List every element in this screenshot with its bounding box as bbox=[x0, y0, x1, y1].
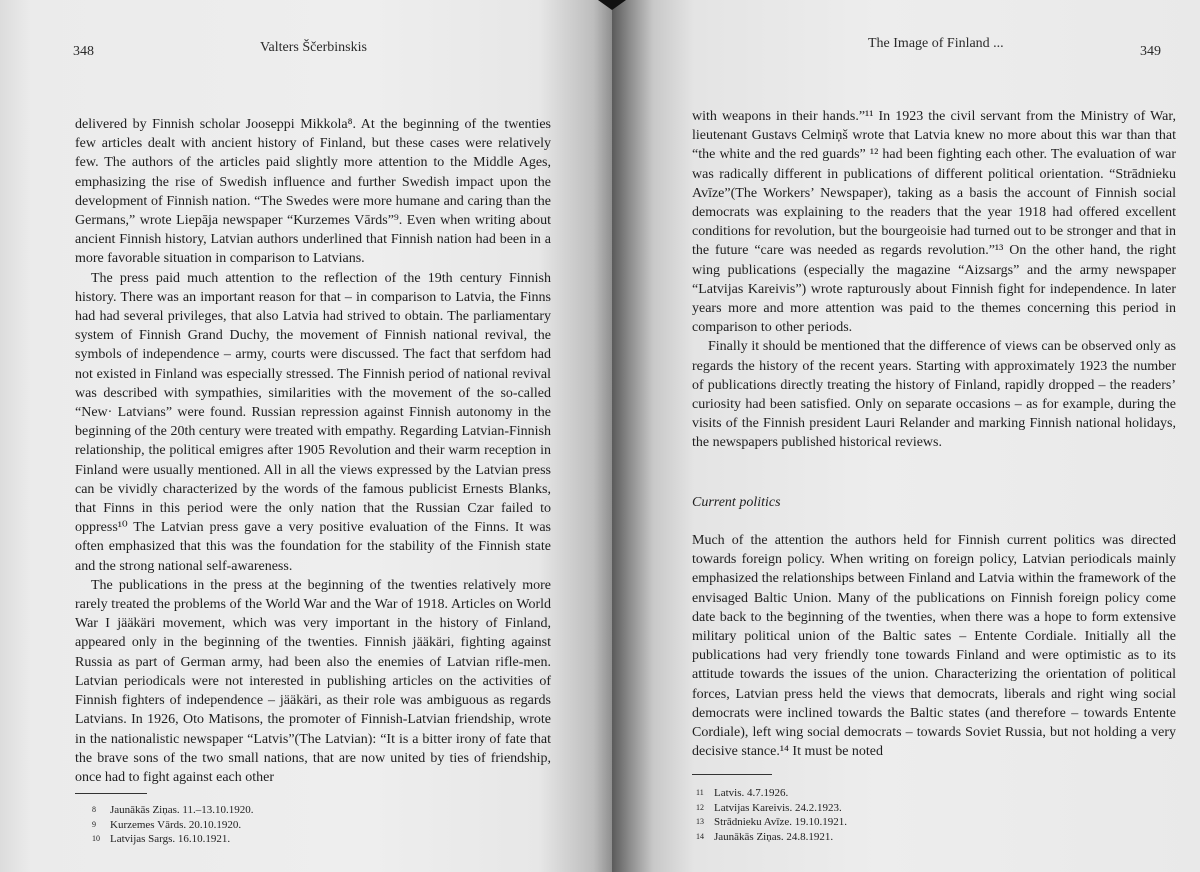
running-head-right: The Image of Finland ... bbox=[868, 36, 1004, 51]
footnote bbox=[696, 815, 1096, 830]
footnote bbox=[92, 818, 492, 833]
footnote-number: 12 bbox=[696, 802, 704, 812]
right-page bbox=[612, 0, 1200, 872]
footnote-text: Latvijas Sargs. 16.10.1921. bbox=[110, 833, 231, 845]
footnote bbox=[92, 832, 492, 847]
footnote-text: Latvijas Kareivis. 24.2.1923. bbox=[714, 801, 842, 814]
footnote-text: Strādnieku Avīze. 19.10.1921. bbox=[714, 816, 847, 828]
footnotes-right bbox=[696, 786, 1096, 844]
footnote-text: Latvis. 4.7.1926. bbox=[714, 787, 789, 799]
footnote bbox=[696, 786, 1096, 801]
paragraph: The publications in the press at the beginning of the twenties relatively more rarely treated the problems of the World War and the War of 1918. Articles on World War I jääkäri movement, which was very important in the history of Finland, appeared only in the beginning of the twenties. Finnish jääkäri, fighting against Russia as part of German army, had been also the enemies of Latvian rifle-men. Latvian periodicals were not interested in publishing articles on the activities of Finnish fighters of independence – jääkäri, as their role was ambiguous as regards Latvians. In 1926, Oto Matisons, the promoter of Finnish-Latvian friendship, wrote in the nationalistic newspaper “Latvis”(The Latvian): “It is a bitter irony of fate that the brave sons of the two small nations, that are now united by ties of friendship, once had to fight against each other bbox=[75, 577, 551, 785]
left-body-text bbox=[75, 115, 551, 787]
paragraph: Finally it should be mentioned that the difference of views can be observed only as regards the history of the recent years. Starting with approximately 1923 the number of publications directly treating the history of Finland, rapidly dropped – the readers’ curiosity had been satisfied. Only on separate occasions – as for example, during the visits of the Finnish president Lauri Relander and marking Finnish national holidays, the newspapers published historical reviews. bbox=[692, 339, 1176, 451]
footnote bbox=[696, 801, 1096, 816]
section-heading: Current politics bbox=[692, 495, 781, 510]
footnote-number: 10 bbox=[92, 834, 100, 843]
footnote-rule bbox=[75, 793, 147, 794]
paragraph: with weapons in their hands.”¹¹ In 1923 the civil servant from the Ministry of War, lieutenant Gustavs Celmiņš wrote that Latvia knew no more about this war than that “the white and the red guards” ¹² had been fighting each other. The evaluation of war was radically different in publications of different political orientation. “Strādnieku Avīze”(The Workers’ Newspaper), taking as a basis the account of Finnish social democrats was explaining to the readers that the year 1918 had offered excellent conditions for revolution, but the bourgeoisie had turned out to be stronger and that in the future “care was needed as regards revolution.”¹³ On the other hand, the right wing publications (especially the magazine “Aizsargs” and the army newspaper “Latvijas Kareivis”) wrote rapturously about Finnish fight for independence. In later years more and more attention was paid to the themes concerning this period in comparison to other periods. bbox=[692, 109, 1176, 336]
paragraph: delivered by Finnish scholar Jooseppi Mikkola⁸. At the beginning of the twenties few articles dealt with ancient history of Finland, but these cases were relatively few. The authors of the articles paid slightly more attention to the Middle Ages, emphasizing the rise of Swedish influence and further Swedish impact upon the development of Finnish nation. “The Swedes were more humane and caring than the Germans,” wrote Liepāja newspaper “Kurzemes Vārds”⁹. Even when writing about ancient Finnish history, Latvian authors underlined that Finnish nation had been in a more favorable situation in comparison to Latvians. bbox=[75, 117, 551, 267]
footnote-rule bbox=[692, 774, 772, 775]
paragraph: Much of the attention the authors held for Finnish current politics was directed towards foreign policy. When writing on foreign policy, Latvian periodicals mainly emphasized the relationships between Finland and Latvia within the framework of the envisaged Baltic Union. Many of the publications on Finnish foreign policy come date back to the ƀeginning of the twenties, when there was a hope to form extensive military political union of the Baltic sates – Entente Cordiale. Initially all the publications had very friendly tone towards Finland and were optimistic as to its attitude towards the issues of the union. Characterizing the orientation of political forces, Latvian press held the views that democrats, liberals and right wing social democrats were inclined towards the Baltic states (and therefore – towards Entente Cordiale), left wing social democrats – towards Soviet Russia, but not holding a very decisive stance.¹⁴ It must be noted bbox=[692, 533, 1176, 760]
footnote-text: Jaunākās Ziņas. 11.–13.10.1920. bbox=[110, 804, 254, 816]
footnote bbox=[696, 830, 1096, 845]
paragraph: The press paid much attention to the reflection of the 19th century Finnish history. There was an important reason for that – in comparison to Latvia, the Finns had had several privileges, that also Latvia had strived to obtain. The parliamentary system of Finnish Grand Duchy, the movement of Finnish national revival, the symbols of independence – army, courts were discussed. The fact that serfdom had not existed in Finland was especially stressed. The Finnish period of national revival was described with sympathies, similarities with the movement of the so-called “New· Latvians” were found. Russian repression against Finnish autonomy in the beginning of the 20th century were treated with empathy. Regarding Latvian-Finnish relationship, the political emigres after 1905 Revolution and their warm reception in Finland were usually mentioned. All in all the views expressed by the Latvian press can be vividly characterized by the words of the famous publicist Ernests Blanks, that Finns in this period were the only nation that the Russian Czar failed to oppress¹⁰ The Latvian press gave a very positive evaluation of the Finns. It was often emphasized that this was the foundation for the stability of the Finnish state and the strong national self-awareness. bbox=[75, 270, 551, 574]
footnote-text: Jaunākās Ziņas. 24.8.1921. bbox=[714, 830, 834, 843]
footnote-number: 14 bbox=[696, 831, 704, 841]
page-number-right: 349 bbox=[1140, 44, 1161, 59]
right-body-text-bottom bbox=[692, 531, 1176, 761]
footnote-text: Kurzemes Vārds. 20.10.1920. bbox=[110, 818, 242, 831]
footnote-number: 9 bbox=[92, 819, 96, 829]
right-body-text-top bbox=[692, 107, 1176, 453]
running-head-left: Valters Ščerbinskis bbox=[260, 40, 367, 55]
footnote-number: 8 bbox=[92, 805, 96, 814]
page-number-left: 348 bbox=[73, 44, 94, 59]
footnote-number: 11 bbox=[696, 788, 704, 797]
footnotes-left bbox=[92, 803, 492, 847]
footnote bbox=[92, 803, 492, 818]
footnote-number: 13 bbox=[696, 817, 704, 826]
